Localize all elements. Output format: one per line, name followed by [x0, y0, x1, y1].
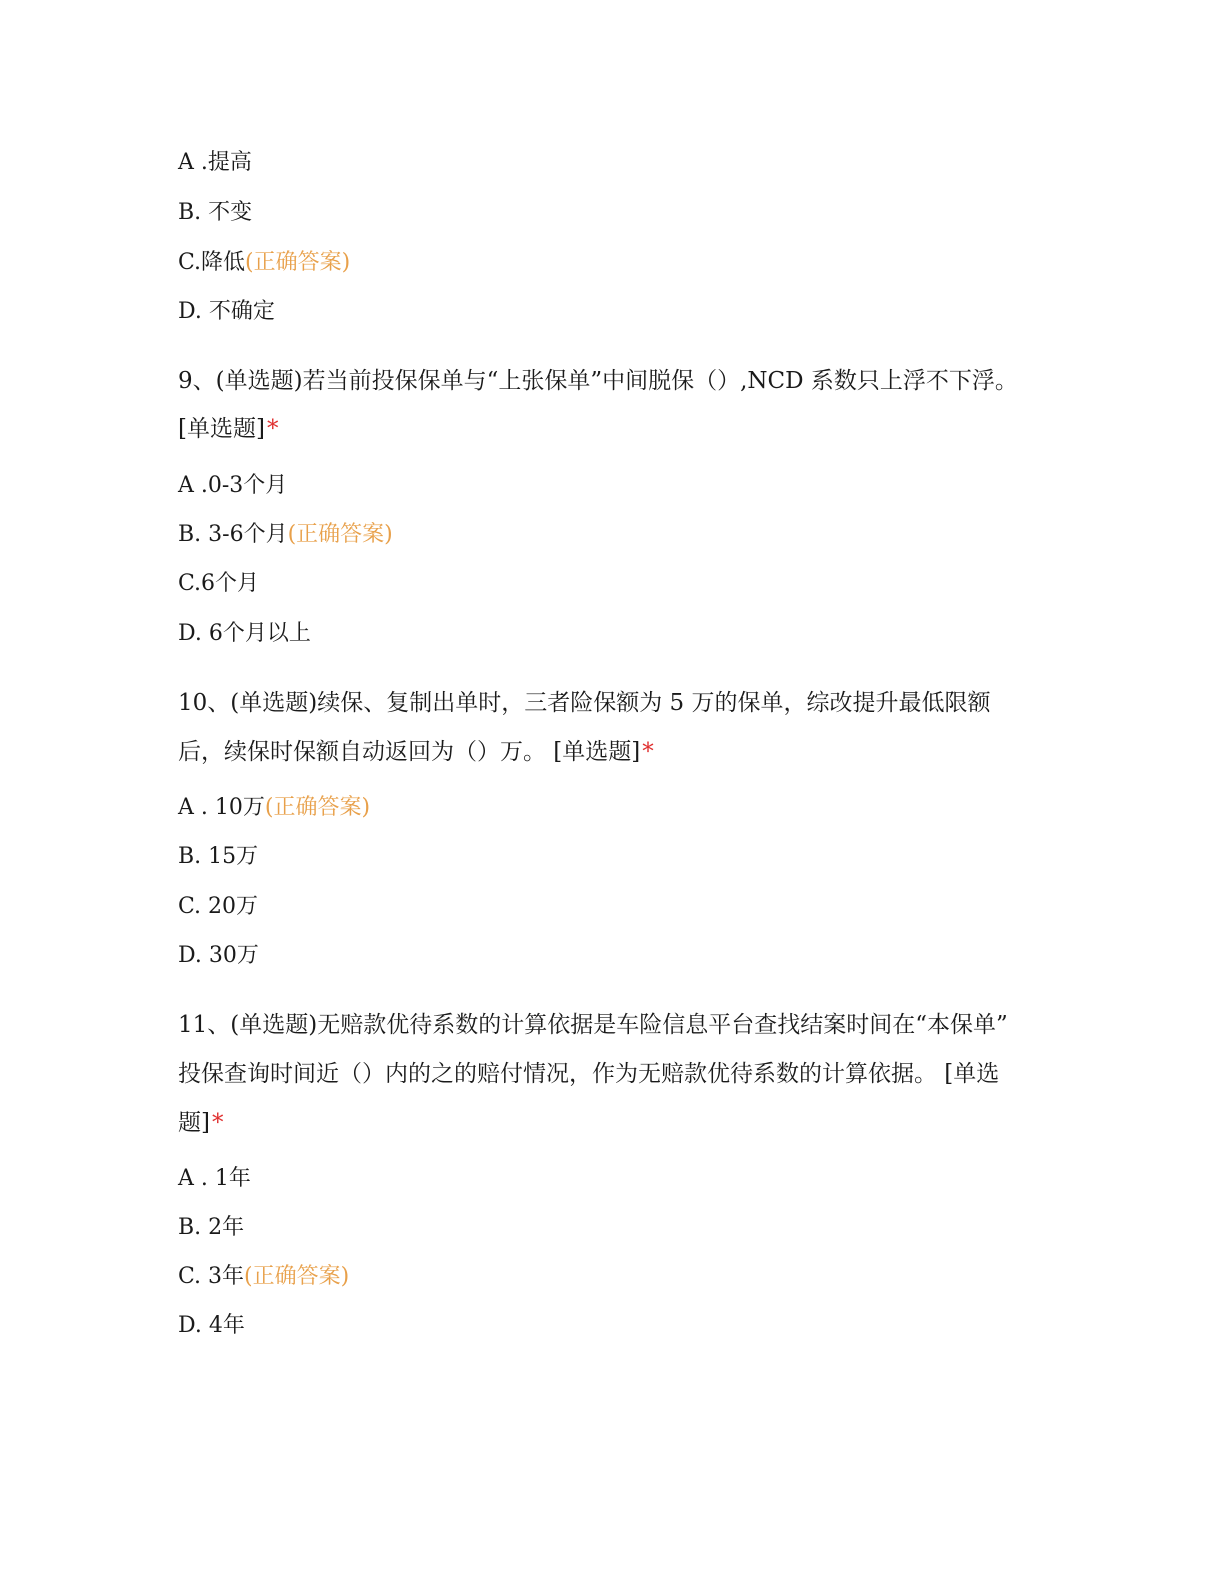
- q11-option-d: [178, 1311, 245, 1341]
- option-text: D. 6个月以上: [178, 621, 311, 646]
- q9-question-line-2: [178, 414, 278, 444]
- option-text: C.6个月: [178, 571, 260, 596]
- required-asterisk: *: [211, 1110, 224, 1136]
- option-text: C. 20万: [178, 894, 259, 919]
- q10-question-line-2: [178, 737, 654, 767]
- q11-question-line-1: [178, 1010, 1008, 1040]
- option-text: B. 2年: [178, 1215, 245, 1240]
- question-text: [单选题]: [178, 416, 265, 442]
- q11-option-a: [178, 1164, 251, 1194]
- q10-option-b: [178, 842, 258, 872]
- correct-answer-label: (正确答案): [244, 1264, 350, 1289]
- q11-option-b: [178, 1213, 244, 1243]
- question-text: 10、(单选题)续保、复制出单时，三者险保额为 5 万的保单，综改提升最低限额: [178, 690, 991, 716]
- q9-question-line-1: [178, 366, 1018, 396]
- option-text: D. 4年: [178, 1313, 245, 1338]
- question-text: 11、(单选题)无赔款优待系数的计算依据是车险信息平台查找结案时间在“本保单”: [178, 1012, 1008, 1038]
- question-text: 后，续保时保额自动返回为（）万。 [单选题]: [178, 739, 641, 765]
- q8-option-b: [178, 198, 252, 228]
- q11-question-line-2: [178, 1059, 999, 1089]
- option-text: B. 不变: [178, 200, 253, 225]
- option-text: B. 3-6个月: [178, 522, 288, 547]
- q9-option-c: [178, 569, 259, 599]
- option-text: A .0-3个月: [178, 473, 288, 498]
- q9-option-a: [178, 471, 287, 501]
- option-text: A .提高: [178, 150, 252, 175]
- correct-answer-label: (正确答案): [245, 250, 351, 275]
- q10-option-c: [178, 892, 258, 922]
- q10-option-d: [178, 941, 259, 971]
- option-text: C. 3年: [178, 1264, 245, 1289]
- q9-option-d: [178, 619, 311, 649]
- q10-option-a: [178, 793, 370, 823]
- q10-question-line-1: [178, 688, 990, 718]
- question-text: 9、(单选题)若当前投保保单与“上张保单”中间脱保（）,NCD 系数只上浮不下浮。: [178, 368, 1018, 394]
- option-text: A . 10万: [178, 795, 265, 820]
- required-asterisk: *: [642, 739, 654, 765]
- q8-option-a: [178, 148, 252, 178]
- q9-option-b: [178, 520, 393, 550]
- correct-answer-label: (正确答案): [287, 522, 393, 547]
- option-text: D. 不确定: [178, 299, 275, 324]
- correct-answer-label: (正确答案): [264, 795, 371, 820]
- option-text: D. 30万: [178, 943, 259, 968]
- q11-question-line-3: [178, 1108, 223, 1138]
- option-text: C.降低: [178, 250, 246, 275]
- option-text: A . 1年: [178, 1166, 251, 1191]
- q8-option-c: [178, 248, 350, 278]
- required-asterisk: *: [266, 416, 279, 442]
- question-text: 题]: [178, 1110, 210, 1136]
- option-text: B. 15万: [178, 844, 259, 869]
- q8-option-d: [178, 297, 275, 327]
- q11-option-c: [178, 1262, 349, 1292]
- question-text: 投保查询时间近（）内的之的赔付情况，作为无赔款优待系数的计算依据。 [单选: [178, 1061, 1000, 1087]
